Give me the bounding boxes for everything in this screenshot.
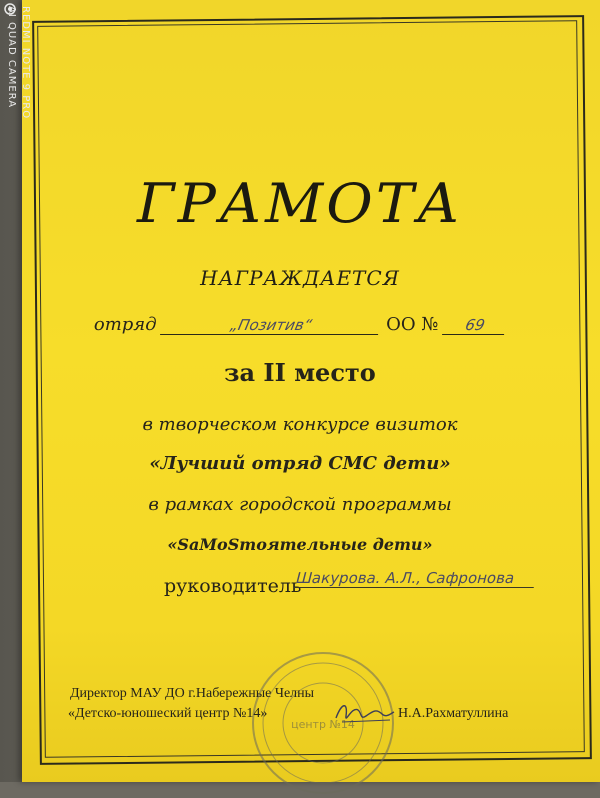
team-label: отряд [93, 314, 157, 335]
director-signature [332, 696, 396, 730]
school-label: ОО № [386, 314, 439, 335]
place-line: за II место [224, 358, 376, 387]
stamp-text: центр №14 [291, 718, 355, 731]
team-name: „Позитив“ [160, 316, 382, 335]
center-line: «Детско-юношеский центр №14» [68, 706, 268, 721]
team-line [0, 314, 600, 335]
school-number: 69 [442, 316, 508, 335]
director-line: Директор МАУ ДО г.Набережные Челны [70, 686, 315, 701]
contest-name: «Лучший отряд СМС дети» [149, 453, 451, 474]
awarded-heading: НАГРАЖДАЕТСЯ [200, 266, 400, 290]
program-line: в рамках городской программы [148, 494, 452, 515]
leaders-label: руководитель [164, 575, 302, 597]
leaders-names: Шакурова. А.Л., Сафронова [294, 569, 539, 588]
director-name: Н.А.Рахматуллина [398, 706, 509, 721]
watermark-camera: AI QUAD CAMERA [6, 6, 17, 109]
program-name: «SaMoSтоятельные дети» [167, 535, 433, 554]
certificate-title: ГРАМОТА [137, 172, 463, 235]
watermark-device: REDMI NOTE 9 PRO [20, 6, 31, 120]
contest-line: в творческом конкурсе визиток [142, 414, 458, 435]
camera-watermark [4, 6, 32, 119]
